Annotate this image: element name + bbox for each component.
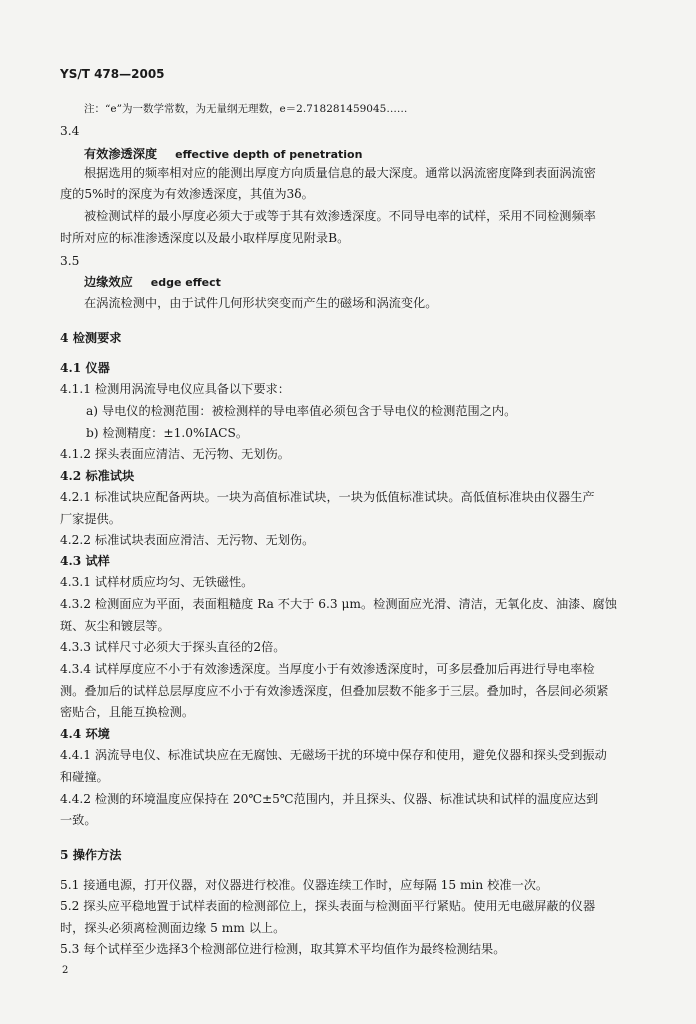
- paragraph-line: 时所对应的标准渗透深度以及最小取样厚度见附录B。: [60, 231, 350, 245]
- section-heading: 4 检测要求: [60, 331, 122, 345]
- clause-number: 3.4: [60, 124, 80, 138]
- clause-line: 5.2 探头应平稳地置于试样表面的检测部位上，探头表面与检测面平行紧贴。使用无电磁屏蔽的仪器: [60, 899, 596, 913]
- list-item: a) 导电仪的检测范围：被检测样的导电率值必须包含于导电仪的检测范围之内。: [86, 404, 517, 418]
- term-en: edge effect: [150, 276, 221, 289]
- clause-line: 密贴合，且能互换检测。: [60, 705, 195, 719]
- list-item: b) 检测精度：±1.0%IACS。: [86, 426, 249, 440]
- clause-line: 时，探头必须离检测面边缘 5 mm 以上。: [60, 921, 286, 935]
- clause-line: 和碰撞。: [60, 770, 109, 784]
- clause-line: 4.4.1 涡流导电仪、标准试块应在无腐蚀、无磁场干扰的环境中保存和使用，避免仪器和探头受到振动: [60, 748, 607, 762]
- subsection-heading: 4.1 仪器: [60, 361, 110, 375]
- term-zh: 有效渗透深度: [84, 147, 158, 161]
- clause-line: 5.3 每个试样至少选择3个检测部位进行检测，取其算术平均值作为最终检测结果。: [60, 942, 506, 956]
- clause-line: 一致。: [60, 813, 97, 827]
- page-number: 2: [62, 965, 69, 976]
- clause-line: 4.2.2 标准试块表面应滑洁、无污物、无划伤。: [60, 533, 315, 547]
- clause-line: 5.1 接通电源，打开仪器，对仪器进行校准。仪器连续工作时，应每隔 15 min 校准一次。: [60, 878, 549, 892]
- standard-number: YS/T 478—2005: [60, 67, 165, 81]
- clause-number: 3.5: [60, 254, 80, 268]
- paragraph-line: 被检测试样的最小厚度必须大于或等于其有效渗透深度。不同导电率的试样，采用不同检测频率: [84, 209, 596, 223]
- subsection-heading: 4.4 环境: [60, 727, 110, 741]
- paragraph-line: 度的5%时的深度为有效渗透深度，其值为3δ。: [60, 187, 314, 201]
- section-heading: 5 操作方法: [60, 848, 122, 862]
- paragraph-line: 根据选用的频率相对应的能测出厚度方向质量信息的最大深度。通常以涡流密度降到表面涡流密: [84, 166, 596, 180]
- term-en: effective depth of penetration: [175, 148, 363, 161]
- paragraph-line: 在涡流检测中，由于试件几何形状突变而产生的磁场和涡流变化。: [84, 296, 438, 310]
- term-heading: [84, 274, 221, 291]
- clause-line: 4.4.2 检测的环境温度应保持在 20℃±5℃范围内，并且探头、仪器、标准试块和试样的温度应达到: [60, 792, 599, 806]
- clause-line: 测。叠加后的试样总层厚度应不小于有效渗透深度，但叠加层数不能多于三层。叠加时，各层间必须紧: [60, 684, 609, 698]
- clause-line: 4.2.1 标准试块应配备两块。一块为高值标准试块，一块为低值标准试块。高低值标准块由仪器生产: [60, 490, 595, 504]
- clause-line: 4.3.2 检测面应为平面，表面粗糙度 Ra 不大于 6.3 μm。检测面应光滑、清洁，无氧化皮、油漆、腐蚀: [60, 597, 617, 611]
- clause-line: 厂家提供。: [60, 512, 121, 526]
- clause-line: 斑、灰尘和镀层等。: [60, 619, 170, 633]
- clause-line: 4.3.1 试样材质应均匀、无铁磁性。: [60, 575, 254, 589]
- clause-line: 4.3.4 试样厚度应不小于有效渗透深度。当厚度小于有效渗透深度时，可多层叠加后再进行导电率检: [60, 662, 595, 676]
- note-line: 注：“e”为一数学常数，为无量纲无理数，e＝2.718281459045……: [84, 103, 408, 115]
- term-heading: [84, 146, 362, 163]
- term-zh: 边缘效应: [84, 275, 133, 289]
- clause-line: 4.1.1 检测用涡流导电仪应具备以下要求：: [60, 382, 290, 396]
- clause-line: 4.3.3 试样尺寸必须大于探头直径的2倍。: [60, 640, 286, 654]
- subsection-heading: 4.3 试样: [60, 554, 110, 568]
- clause-line: 4.1.2 探头表面应清洁、无污物、无划伤。: [60, 447, 290, 461]
- subsection-heading: 4.2 标准试块: [60, 469, 135, 483]
